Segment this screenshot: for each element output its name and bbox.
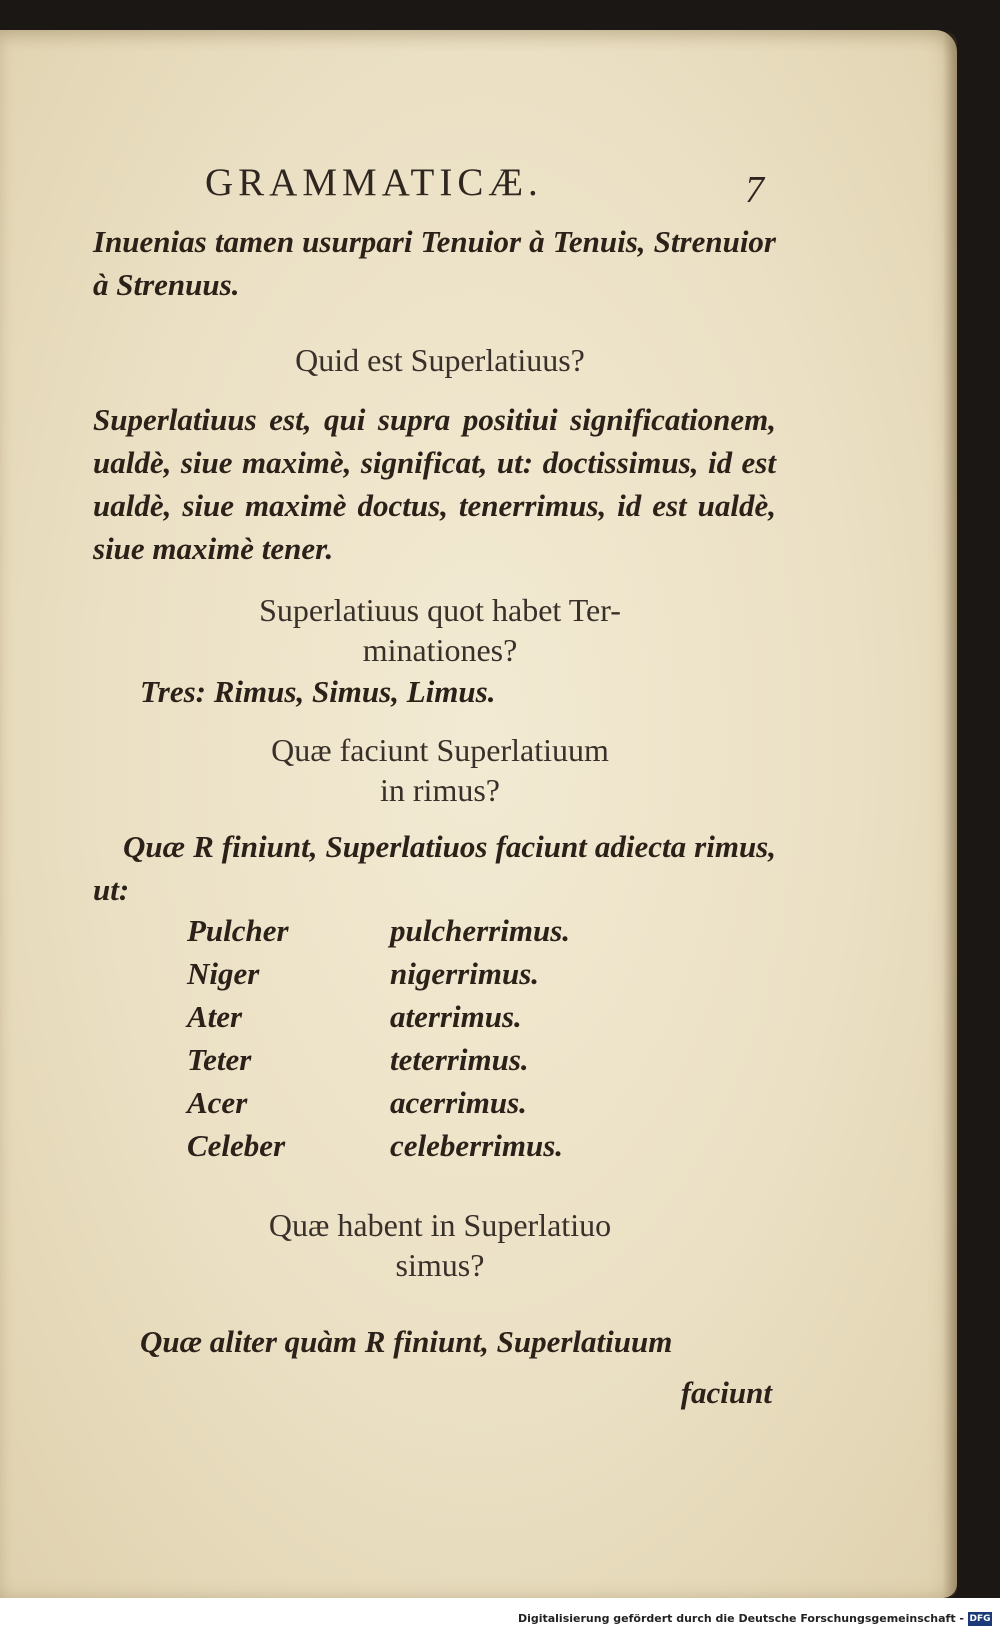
question-rimus-line1: Quæ faciunt Superlatiuum: [271, 732, 609, 768]
example-superlative: celeberrimus.: [390, 1128, 564, 1163]
paragraph-tenuior: Inuenias tamen usurpari Tenuior à Tenuis, Strenuior à Strenuus.: [93, 224, 776, 302]
example-positive: Acer: [187, 1085, 248, 1120]
example-positive: Pulcher: [187, 913, 289, 948]
dfg-logo-icon: DFG: [969, 1614, 991, 1624]
page-number: 7: [745, 169, 764, 211]
example-superlative: pulcherrimus.: [390, 913, 571, 948]
question-simus-line2: simus?: [395, 1247, 485, 1283]
footer-bar: [0, 1598, 1000, 1634]
example-row: [0, 956, 957, 1000]
paragraph-simus-rule: Quæ aliter quàm R finiunt, Superlatiuum: [140, 1324, 673, 1359]
example-positive: Ater: [187, 999, 243, 1034]
question-terminations-line1: Superlatiuus quot habet Ter-: [259, 592, 621, 628]
running-head: GRAMMATICÆ.: [205, 161, 543, 204]
example-superlative: teterrimus.: [390, 1042, 529, 1077]
question-simus: [150, 1205, 730, 1285]
paragraph-rimus-rule: Quæ R finiunt, Superlatiuos faciunt adiecta rimus, ut:: [93, 829, 776, 907]
example-superlative: nigerrimus.: [390, 956, 540, 991]
example-positive: Niger: [187, 956, 260, 991]
answer-tres: Tres: Rimus, Simus, Limus.: [140, 674, 496, 709]
question-simus-line1: Quæ habent in Superlatiuo: [268, 1207, 612, 1243]
example-row: [0, 913, 957, 957]
example-row: [0, 1128, 957, 1172]
footer-credit: Digitalisierung gefördert durch die Deutsche Forschungsgemeinschaft -: [517, 1612, 964, 1625]
catchword: faciunt: [680, 1375, 772, 1410]
book-page: [0, 30, 957, 1598]
example-row: [0, 999, 957, 1043]
example-superlative: aterrimus.: [390, 999, 522, 1034]
example-row: [0, 1085, 957, 1129]
question-superlative: Quid est Superlatiuus?: [295, 342, 585, 378]
question-rimus-line2: in rimus?: [380, 772, 500, 808]
question-terminations-line2: minationes?: [362, 632, 518, 668]
example-positive: Teter: [187, 1042, 252, 1077]
question-rimus: [150, 730, 730, 810]
example-superlative: acerrimus.: [390, 1085, 527, 1120]
question-terminations: [150, 590, 730, 670]
paragraph-superlative-definition: Superlatiuus est, qui supra positiui significationem, ualdè, siue maximè, significat, ut: doctissimus, id est ualdè, siue maximè doctus, tenerrimus, id est ualdè, siue maximè tener.: [93, 402, 776, 566]
example-row: [0, 1042, 957, 1086]
example-positive: Celeber: [187, 1128, 286, 1163]
